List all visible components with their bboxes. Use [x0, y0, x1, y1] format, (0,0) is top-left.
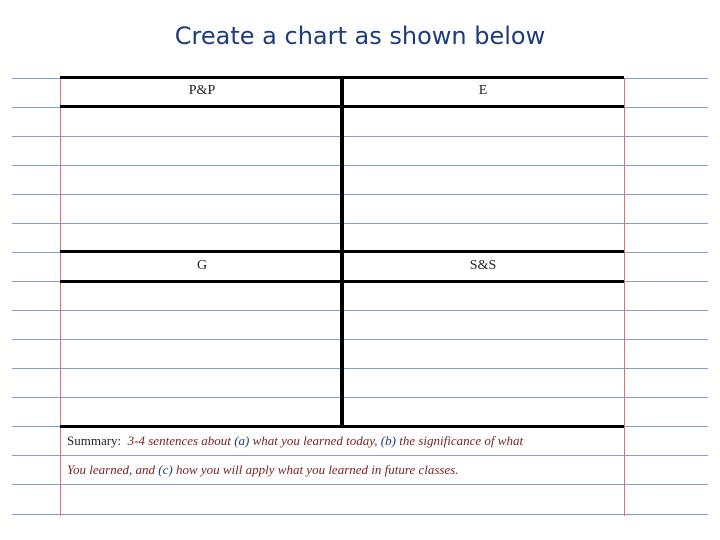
page-title: Create a chart as shown below — [174, 22, 546, 50]
summary-line-1 — [67, 433, 523, 449]
left-margin-line — [60, 78, 61, 516]
label-ss: S&S — [469, 258, 497, 273]
summary-text: what you learned today, — [249, 433, 381, 448]
ruled-line — [12, 339, 708, 340]
label-e: E — [478, 83, 488, 98]
summary-key-b: (b) — [380, 433, 396, 448]
lined-paper — [12, 78, 708, 516]
summary-key-c: (c) — [158, 462, 173, 477]
summary-text: 3-4 sentences about — [127, 433, 235, 448]
summary-text: how you will apply what you learned in future classes. — [172, 462, 459, 477]
ruled-line — [12, 136, 708, 137]
label-pp: P&P — [188, 83, 216, 98]
summary-key-a: (a) — [234, 433, 250, 448]
ruled-line — [12, 484, 708, 485]
ruled-line — [12, 455, 708, 456]
ruled-line — [12, 368, 708, 369]
ruled-line — [12, 194, 708, 195]
ruled-line — [12, 310, 708, 311]
label-g: G — [196, 258, 208, 273]
ruled-line — [12, 514, 708, 515]
ruled-line — [12, 223, 708, 224]
ruled-line — [12, 397, 708, 398]
summary-label: Summary: — [67, 433, 122, 448]
summary-line-2 — [67, 462, 459, 478]
summary-text: the significance of what — [395, 433, 524, 448]
ruled-line — [12, 165, 708, 166]
summary-text: You learned, and — [67, 462, 159, 477]
chart-vertical-divider — [340, 76, 344, 428]
right-margin-line — [624, 78, 625, 516]
